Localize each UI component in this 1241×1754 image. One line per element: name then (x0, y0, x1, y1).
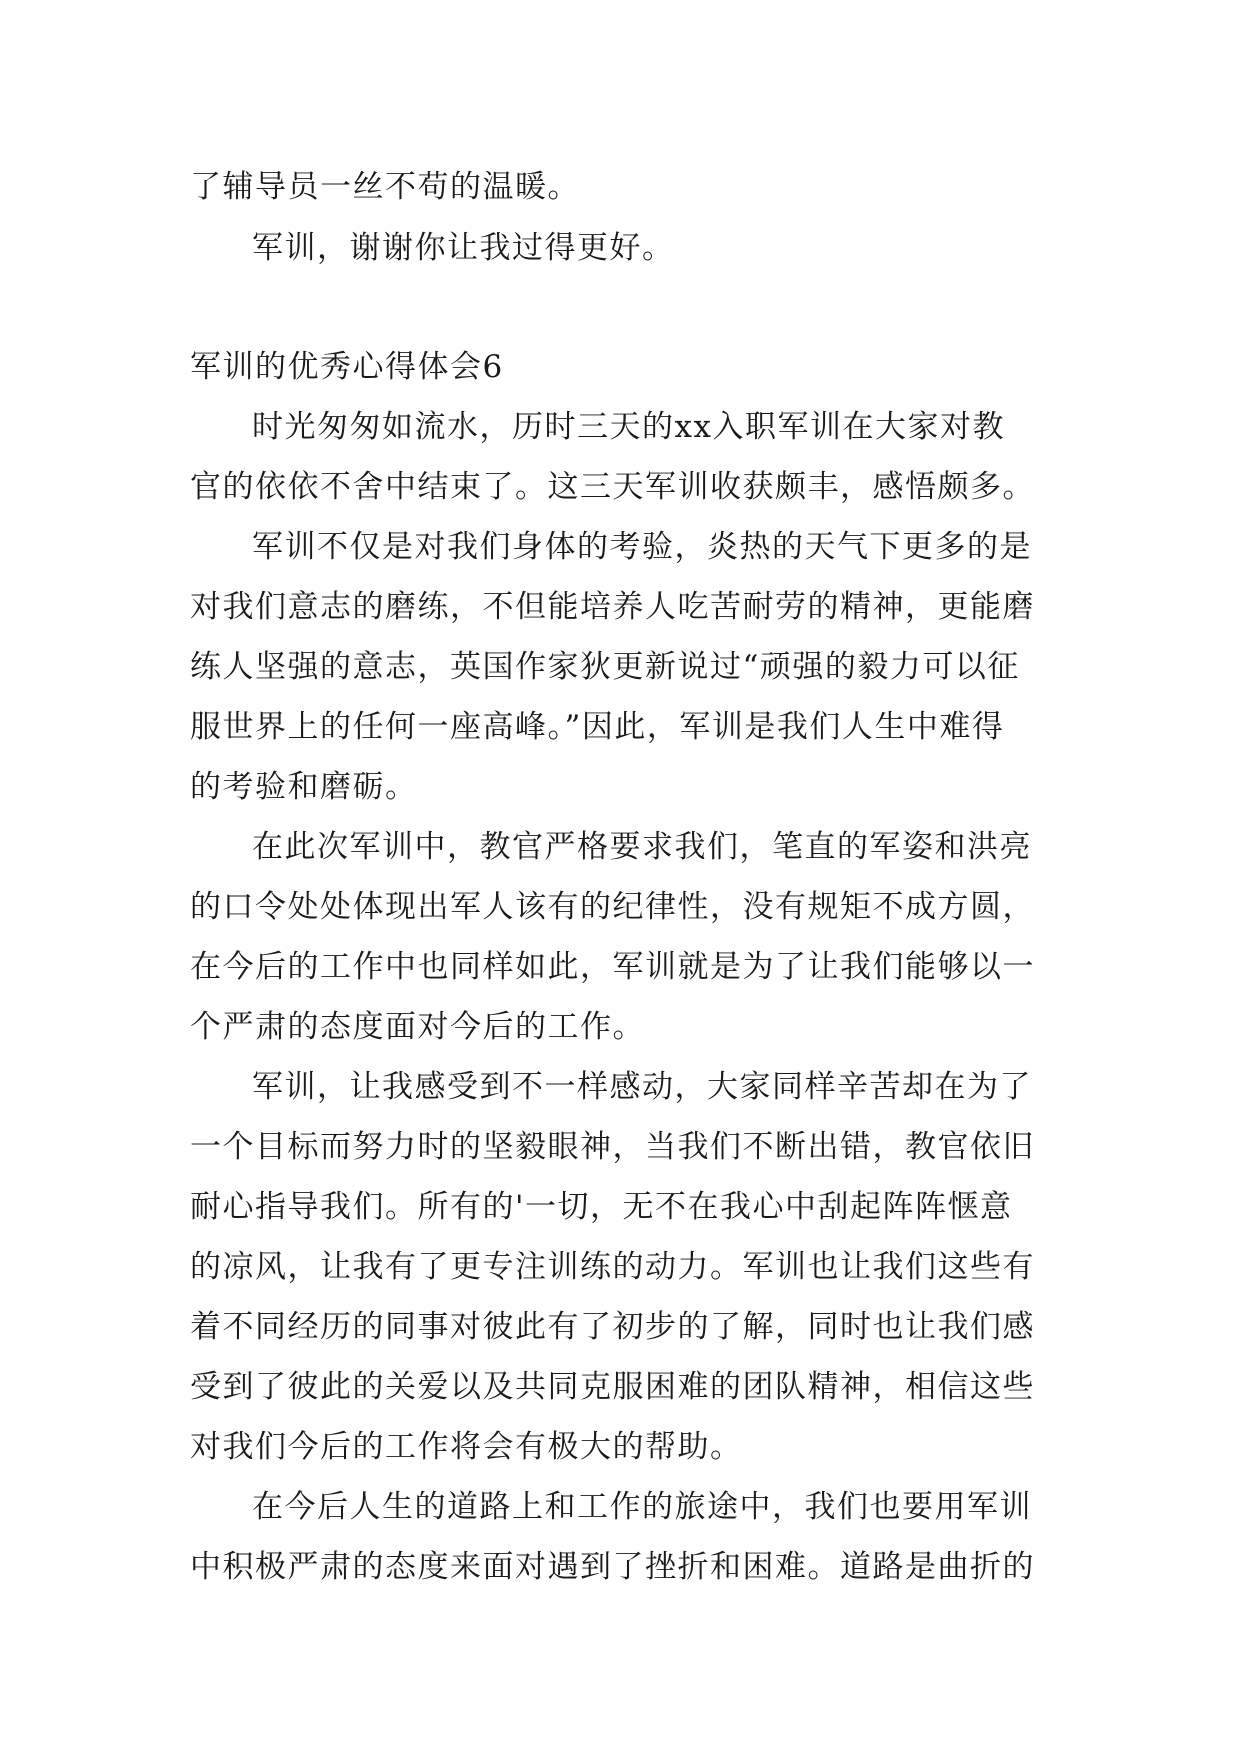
text-line: 耐心指导我们。所有的'一切，无不在我心中刮起阵阵惬意 (190, 1189, 1013, 1225)
text-line: 练人坚强的意志，英国作家狄更新说过“顽强的毅力可以征 (190, 649, 1020, 685)
text-line: 在此次军训中，教官严格要求我们，笔直的军姿和洪亮 (252, 829, 1032, 865)
text-line: 时光匆匆如流水，历时三天的xx入职军训在大家对教 (252, 409, 1005, 445)
text-line: 对我们意志的磨练，不但能培养人吃苦耐劳的精神，更能磨 (190, 589, 1035, 625)
text-line: 个严肃的态度面对今后的工作。 (190, 1009, 645, 1045)
text-line: 在今后人生的道路上和工作的旅途中，我们也要用军训 (252, 1489, 1032, 1525)
text-line: 在今后的工作中也同样如此，军训就是为了让我们能够以一 (190, 949, 1035, 985)
text-line: 中积极严肃的态度来面对遇到了挫折和困难。道路是曲折的 (190, 1549, 1035, 1585)
text-line: 军训，让我感受到不一样感动，大家同样辛苦却在为了 (252, 1069, 1032, 1105)
text-line: 的口令处处体现出军人该有的纪律性，没有规矩不成方圆， (190, 889, 1035, 925)
section-heading: 军训的优秀心得体会6 (190, 349, 504, 385)
text-line: 的考验和磨砺。 (190, 769, 418, 805)
text-line: 着不同经历的同事对彼此有了初步的了解，同时也让我们感 (190, 1309, 1035, 1345)
text-line: 了辅导员一丝不苟的温暖。 (190, 169, 580, 205)
text-line: 军训，谢谢你让我过得更好。 (252, 230, 675, 266)
text-line: 一个目标而努力时的坚毅眼神，当我们不断出错，教官依旧 (190, 1129, 1035, 1165)
text-line: 官的依依不舍中结束了。这三天军训收获颇丰，感悟颇多。 (190, 469, 1035, 505)
text-line: 军训不仅是对我们身体的考验，炎热的天气下更多的是 (252, 529, 1032, 565)
text-line: 对我们今后的工作将会有极大的帮助。 (190, 1429, 743, 1465)
text-line: 服世界上的任何一座高峰。”因此，军训是我们人生中难得 (190, 709, 1005, 745)
text-line: 的凉风，让我有了更专注训练的动力。军训也让我们这些有 (190, 1249, 1035, 1285)
text-line: 受到了彼此的关爱以及共同克服困难的团队精神，相信这些 (190, 1369, 1035, 1405)
